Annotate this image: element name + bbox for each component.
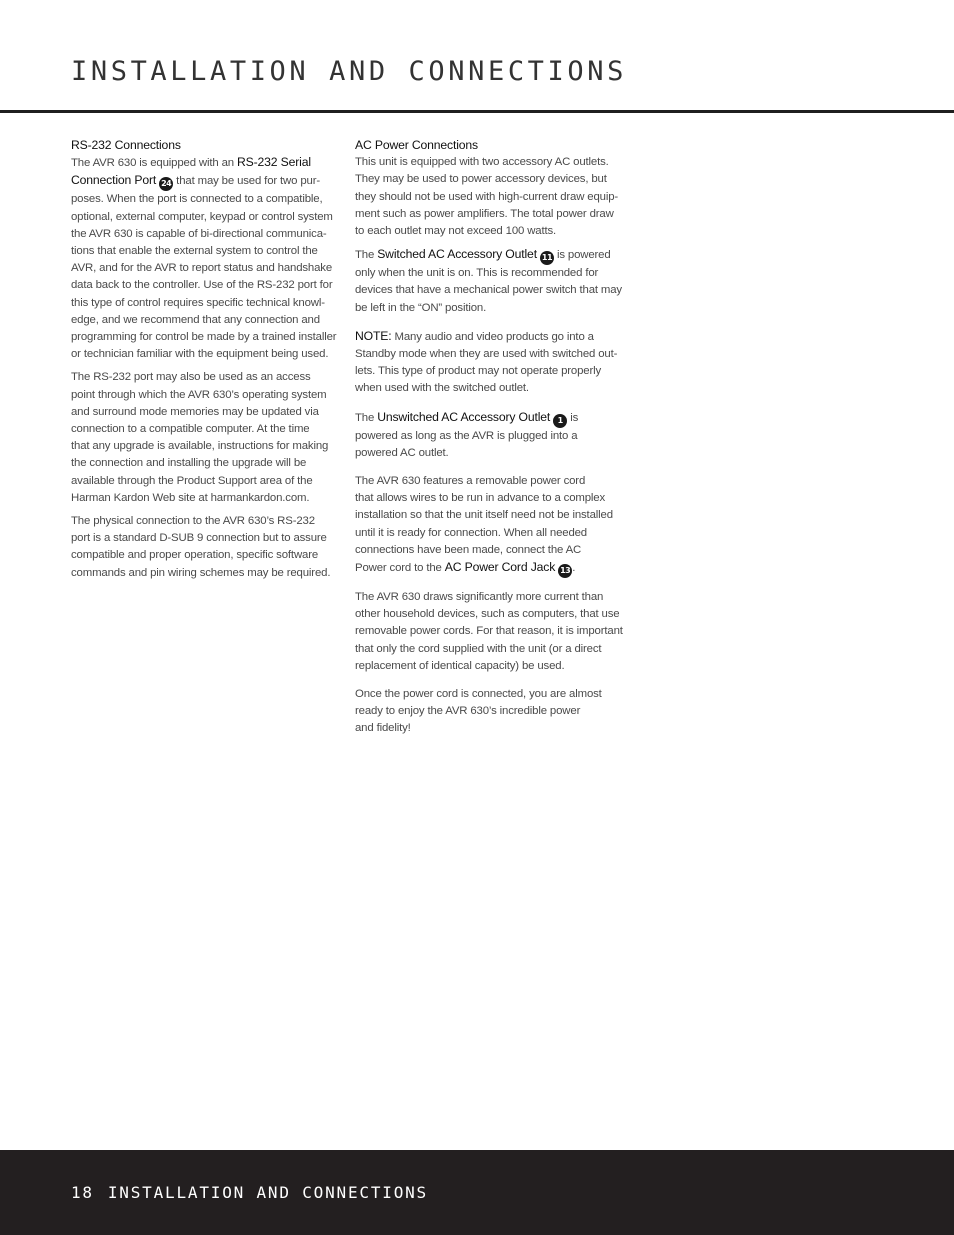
section-heading-ac-power: AC Power Connections [355, 138, 478, 152]
paragraph-closing: Once the power cord is connected, you are almost ready to enjoy the AVR 630’s incredible power and fidelity! [355, 688, 602, 735]
ref-rs232-serial: RS-232 Serial [236, 155, 311, 170]
callout-number-13: 13 [558, 564, 572, 578]
title-divider [0, 110, 954, 113]
paragraph-note: NOTE: Many audio and video products go into a Standby mode when they are used with switched out- lets. This type of product may not operate properly when used with the switched outlet. [355, 328, 618, 395]
paragraph-rs232-intro: The AVR 630 is equipped with an RS-232 Serial Connection Port 24 that may be used for two pur- poses. When the port is connected to a compatible, optional, external computer, keypad or control system the AVR 630 is capable of bi-directional communica- tions that enable the external system to control the AVR, and for the AVR to report status and handshake data back to the controller. Use of the RS-232 port for this type of control requires specific technical knowl- edge, and we recommend that any connection and programming for control be made by a trained installer or technician familiar with the equipment being used. [71, 155, 337, 361]
footer-section-title: INSTALLATION AND CONNECTIONS [107, 1183, 428, 1202]
callout-number-1: 1 [553, 414, 567, 428]
ref-ac-power-cord-jack: AC Power Cord Jack [444, 560, 556, 575]
ref-unswitched-ac-outlet: Unswitched AC Accessory Outlet [377, 409, 551, 424]
note-label: NOTE: [355, 328, 392, 343]
section-heading-rs232: RS-232 Connections [71, 138, 181, 152]
ref-connection-port: Connection Port [71, 173, 157, 188]
paragraph-rs232-upgrade: The RS-232 port may also be used as an access point through which the AVR 630’s operating system and surround mode memories may be updated via connection to a compatible computer. At the time that any upgrade is available, instructions for making the connection and installing the upgrade will be available through the Product Support area of the Harman Kardon Web site at harmankardon.com. [71, 371, 329, 504]
paragraph-current-draw: The AVR 630 draws significantly more current than other household devices, such as computers, that use removable power cords. For that reason, it is important that only the cord supplied with the unit (or a direct replacement of identical capacity) be used. [355, 591, 623, 672]
paragraph-unswitched-outlet: The Unswitched AC Accessory Outlet 1 is powered as long as the AVR is plugged into a powered AC outlet. [355, 409, 579, 459]
ref-switched-ac-outlet: Switched AC Accessory Outlet [377, 247, 537, 262]
callout-number-24: 24 [159, 177, 173, 191]
footer-text [71, 1183, 428, 1202]
left-column [71, 137, 337, 588]
right-column [355, 137, 623, 744]
paragraph-power-cord: The AVR 630 features a removable power cord that allows wires to be run in advance to a complex installation so that the unit itself need not be installed until it is ready for connection. When all needed connections have been made, connect the AC Power cord to the AC Power Cord Jack 13 . [355, 473, 613, 578]
paragraph-ac-outlets: This unit is equipped with two accessory AC outlets. They may be used to power accessory devices, but they should not be used with high-current draw equip- ment such as power amplifiers. The total power draw to each outlet may not exceed 100 watts. [355, 156, 619, 238]
page-number: 18 [71, 1183, 94, 1202]
callout-number-11: 11 [540, 251, 554, 265]
paragraph-rs232-physical: The physical connection to the AVR 630’s RS-232 port is a standard D-SUB 9 connection but to assure compatible and proper operation, specific software commands and pin wiring schemes may be required. [71, 515, 331, 579]
paragraph-switched-outlet: The Switched AC Accessory Outlet 11 is powered only when the unit is on. This is recommended for devices that have a mechanical power switch that may be left in the “ON” position. [355, 247, 622, 314]
page-title: INSTALLATION AND CONNECTIONS [71, 56, 627, 87]
